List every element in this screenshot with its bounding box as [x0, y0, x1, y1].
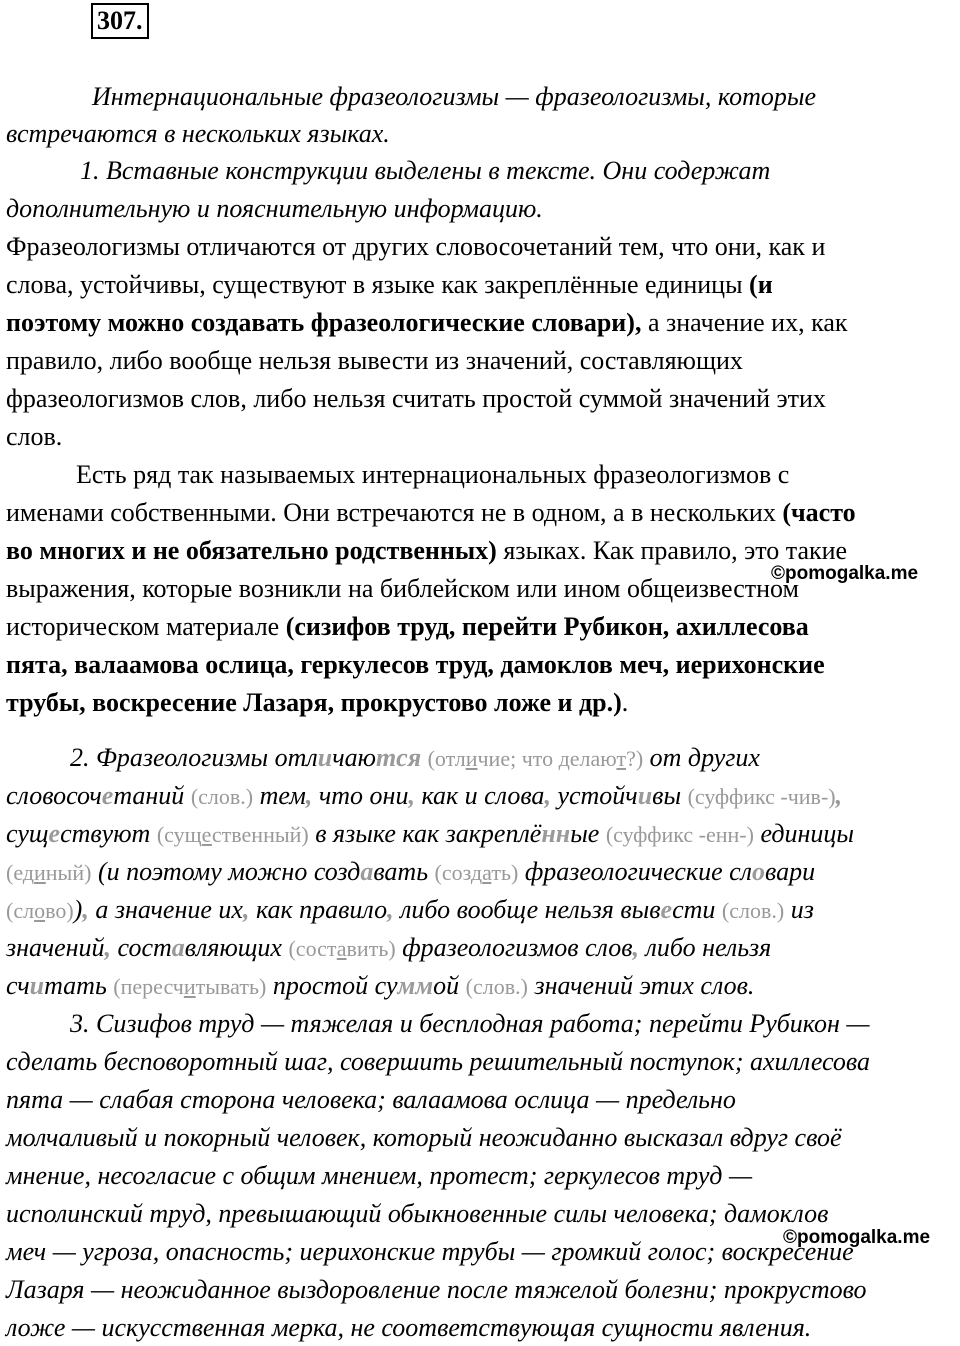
orthogram: о: [751, 857, 765, 886]
text-fragment: ой: [433, 971, 466, 1000]
orthogram: а: [360, 857, 374, 886]
text-fragment: ствуют: [60, 819, 157, 848]
punctuation-mark: ,: [387, 895, 394, 924]
task-3-line: ложе — искусственная мерка, не соответствующая сущности явления.: [6, 1313, 812, 1342]
inserted-construction: (сизифов труд, перейти Рубикон, ахиллесова: [285, 612, 809, 641]
text-fragment: устойч: [550, 781, 638, 810]
text-fragment: единицы: [753, 819, 855, 848]
text-fragment: ): [73, 895, 83, 924]
check-word: е: [201, 822, 212, 847]
task-3-line: меч — угроза, опасность; иерихонские трубы — громкий голос; воскресение: [6, 1237, 854, 1266]
watermark: ©pomogalka.me: [783, 1227, 931, 1248]
inserted-construction: поэтому можно создавать фразеологические словари),: [6, 308, 642, 337]
orthogram: и: [29, 971, 45, 1000]
text-fragment: сти: [672, 895, 722, 924]
punctuation-mark: ,: [835, 781, 843, 810]
punctuation-mark: ,: [242, 895, 250, 924]
text-line: Фразеологизмы отличаются от других словосочетаний тем, что они, как и: [6, 232, 826, 261]
check-word: (созд: [434, 860, 483, 885]
task-3-line: исполинский труд, превышающий обыкновенные силы человека; дамоклов: [6, 1199, 829, 1228]
text-fragment: фразеологические сл: [518, 857, 752, 886]
task-2-line: [6, 968, 960, 1005]
punctuation-mark: ,: [632, 933, 639, 962]
text-line: выражения, которые возникли на библейском или ином общеизвестном: [6, 574, 800, 603]
text-fragment: (и поэтому можно созд: [91, 857, 361, 886]
text-line: правило, либо вообще нельзя вывести из значений, составляющих: [6, 346, 743, 375]
text-fragment: вы: [652, 781, 688, 810]
check-word: и: [465, 746, 478, 771]
check-word: ть): [491, 860, 519, 885]
check-word: ственный): [211, 822, 309, 847]
check-word: (слов.): [465, 974, 528, 999]
check-word: (пересч: [113, 974, 184, 999]
punctuation-mark: ,: [544, 781, 551, 810]
task-2-line: [6, 816, 960, 853]
text-fragment: сущ: [6, 819, 49, 848]
check-word: (сущ: [156, 822, 202, 847]
text-fragment: именами собственными. Они встречаются не в одном, а в нескольких: [6, 498, 783, 527]
text-line: [6, 685, 960, 721]
task-2-line: [6, 930, 960, 967]
text-fragment: таний: [113, 781, 191, 810]
text-fragment: а значение их, как: [641, 308, 848, 337]
check-word: чие; что делаю: [477, 746, 617, 771]
check-word: о: [34, 898, 46, 923]
check-word: (суффикс -енн-): [605, 822, 754, 847]
task-3-line: молчаливый и покорный человек, который неожиданно высказал вдруг своё: [6, 1123, 842, 1152]
check-word: а: [336, 936, 347, 961]
check-word: (слов.): [721, 898, 785, 923]
punctuation-mark: ,: [408, 781, 415, 810]
check-word: во): [45, 898, 74, 923]
orthogram: а: [171, 933, 185, 962]
check-word: (ед: [6, 860, 34, 885]
text-fragment: .: [621, 688, 629, 717]
text-fragment: либо нельзя: [639, 933, 772, 962]
check-word: и: [183, 974, 196, 999]
check-word: вить): [346, 936, 396, 961]
text-fragment: а значение их: [88, 895, 243, 924]
orthogram: мм: [397, 971, 434, 1000]
task-3-line: мнение, несогласие с общим мнением, протест; геркулесов труд —: [6, 1161, 753, 1190]
text-fragment: чаю: [332, 743, 376, 772]
inserted-construction-line: пята, валаамова ослица, геркулесов труд, дамоклов меч, иерихонские: [6, 650, 825, 679]
task-3-line: 3. Сизифов труд — тяжелая и бесплодная работа; перейти Рубикон —: [70, 1009, 870, 1038]
text-fragment: значений этих слов.: [527, 971, 755, 1000]
text-fragment: историческом материале: [6, 612, 286, 641]
check-word: т: [616, 746, 627, 771]
inserted-construction: трубы, воскресение Лазаря, прокрустово ложе и др.): [6, 688, 622, 717]
text-fragment: как правило: [249, 895, 388, 924]
text-line: [6, 305, 960, 341]
text-fragment: сост: [111, 933, 172, 962]
task-3-line: сделать бесповоротный шаг, совершить решительный поступок; ахиллесова: [6, 1047, 871, 1076]
task-3-line: Лазаря — неожиданное выздоровление после тяжелой болезни; прокрустово: [6, 1275, 867, 1304]
orthogram: нн: [541, 819, 571, 848]
orthogram: е: [48, 819, 61, 848]
text-fragment: вать: [373, 857, 435, 886]
text-fragment: 2. Фразеологизмы отл: [70, 743, 318, 772]
text-fragment: как и слова: [414, 781, 545, 810]
inserted-construction: (часто: [782, 498, 856, 527]
text-fragment: языках. Как правило, это такие: [496, 536, 848, 565]
text-fragment: либо вообще нельзя выв: [393, 895, 661, 924]
text-fragment: в языке как закреплё: [308, 819, 542, 848]
task-2-line: [6, 892, 960, 929]
text-line: [6, 495, 960, 531]
text-fragment: ые: [570, 819, 606, 848]
task-2-line: [6, 778, 960, 815]
check-word: тывать): [195, 974, 267, 999]
inserted-construction: во многих и не обязательно родственных): [6, 536, 497, 565]
definition-line: встречаются в нескольких языках.: [6, 119, 390, 148]
text-fragment: из: [784, 895, 814, 924]
exercise-number: 307.: [91, 3, 149, 39]
check-word: (сл: [6, 898, 35, 923]
check-word: и: [34, 860, 46, 885]
text-fragment: от других: [643, 743, 760, 772]
orthogram: е: [101, 781, 114, 810]
punctuation-mark: ,: [305, 781, 313, 810]
text-line: слов.: [6, 422, 63, 451]
text-fragment: тем: [253, 781, 306, 810]
text-fragment: фразеологизмов слов: [395, 933, 633, 962]
check-word: (слов.): [190, 784, 254, 809]
inserted-construction: (и: [749, 270, 773, 299]
task-2-line: [70, 740, 960, 777]
punctuation-mark: ,: [104, 933, 112, 962]
definition-line: Интернациональные фразеологизмы — фразеологизмы, которые: [92, 82, 817, 111]
task-1-line: 1. Вставные конструкции выделены в тексте. Они содержат: [80, 156, 771, 185]
task-3-line: пята — слабая сторона человека; валаамова ослица — предельно: [6, 1085, 736, 1114]
text-line: фразеологизмов слов, либо нельзя считать простой суммой значений этих: [6, 384, 826, 413]
check-word: ?): [626, 746, 644, 771]
text-fragment: что они: [312, 781, 409, 810]
orthogram: тся: [375, 743, 422, 772]
check-word: (суффикс -чив-): [687, 784, 836, 809]
punctuation-mark: ,: [82, 895, 89, 924]
text-fragment: тать: [44, 971, 114, 1000]
task-2-line: [6, 854, 960, 891]
text-fragment: значений: [6, 933, 105, 962]
task-1-line: дополнительную и пояснительную информацию.: [6, 194, 543, 223]
check-word: ный): [45, 860, 92, 885]
text-fragment: вляющих: [184, 933, 289, 962]
orthogram: и: [637, 781, 653, 810]
text-fragment: сч: [6, 971, 30, 1000]
check-word: (отл: [427, 746, 466, 771]
text-line: [6, 609, 960, 645]
orthogram: е: [660, 895, 673, 924]
text-fragment: словосоч: [6, 781, 102, 810]
text-line: [6, 267, 960, 303]
check-word: а: [482, 860, 492, 885]
text-fragment: простой су: [266, 971, 398, 1000]
text-fragment: вари: [764, 857, 816, 886]
check-word: (сост: [288, 936, 337, 961]
watermark: ©pomogalka.me: [771, 563, 919, 584]
text-fragment: слова, устойчивы, существуют в языке как закреплённые единицы: [6, 270, 750, 299]
orthogram: и: [317, 743, 333, 772]
text-line: Есть ряд так называемых интернациональных фразеологизмов с: [76, 460, 790, 489]
